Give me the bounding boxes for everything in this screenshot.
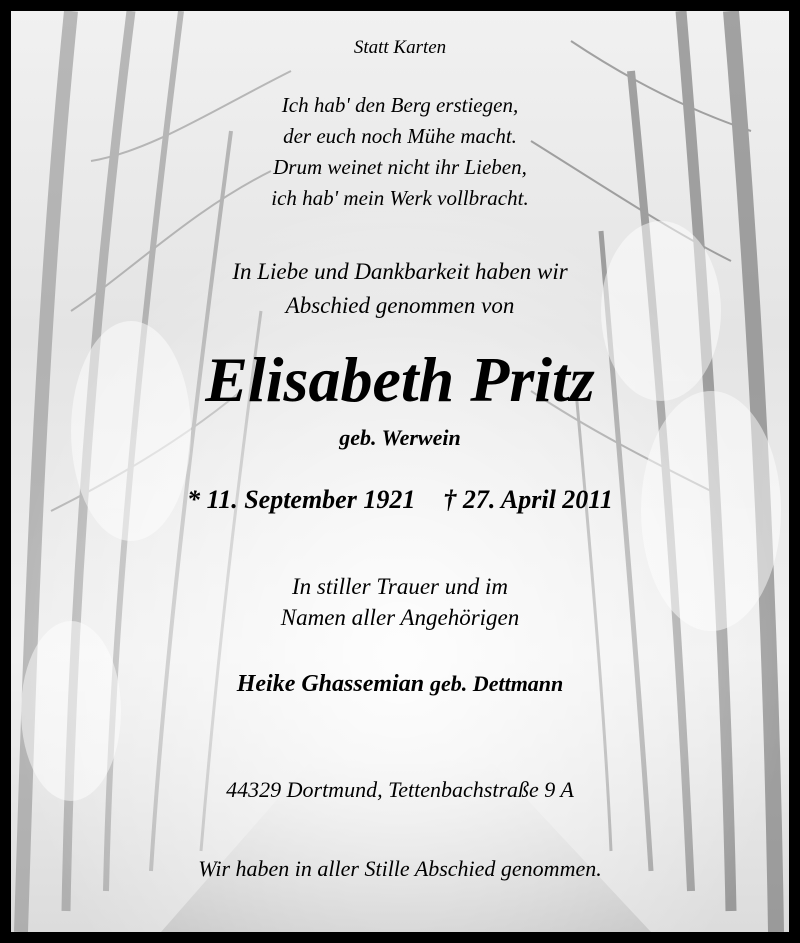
intro-line: Abschied genommen von	[285, 293, 515, 318]
mourner-name: Heike Ghassemian	[236, 671, 425, 697]
mourning-line: Namen aller Angehörigen	[280, 605, 520, 630]
deceased-name: Elisabeth Pritz	[205, 344, 595, 415]
birth-date: * 11. September 1921	[187, 485, 416, 514]
closing-line: Wir haben in aller Stille Abschied genommen.	[198, 856, 602, 881]
maiden-name: geb. Werwein	[339, 425, 461, 450]
mourning-text	[11, 571, 789, 633]
poem-verse	[11, 90, 789, 214]
mourner-maiden-name: geb. Dettmann	[430, 671, 564, 696]
poem-line: Drum weinet nicht ihr Lieben,	[273, 155, 527, 179]
poem-line: Ich hab' den Berg erstiegen,	[281, 93, 519, 117]
statt-karten-header: Statt Karten	[353, 37, 447, 58]
intro-line: In Liebe und Dankbarkeit haben wir	[232, 259, 568, 284]
address: 44329 Dortmund, Tettenbachstraße 9 A	[226, 777, 574, 802]
mourning-line: In stiller Trauer und im	[292, 574, 508, 599]
death-date: † 27. April 2011	[443, 485, 613, 514]
life-dates	[11, 485, 789, 515]
poem-line: ich hab' mein Werk vollbracht.	[271, 186, 529, 210]
poem-line: der euch noch Mühe macht.	[283, 124, 517, 148]
obituary-notice	[11, 11, 789, 932]
mourner	[11, 671, 789, 698]
intro-text	[11, 255, 789, 323]
